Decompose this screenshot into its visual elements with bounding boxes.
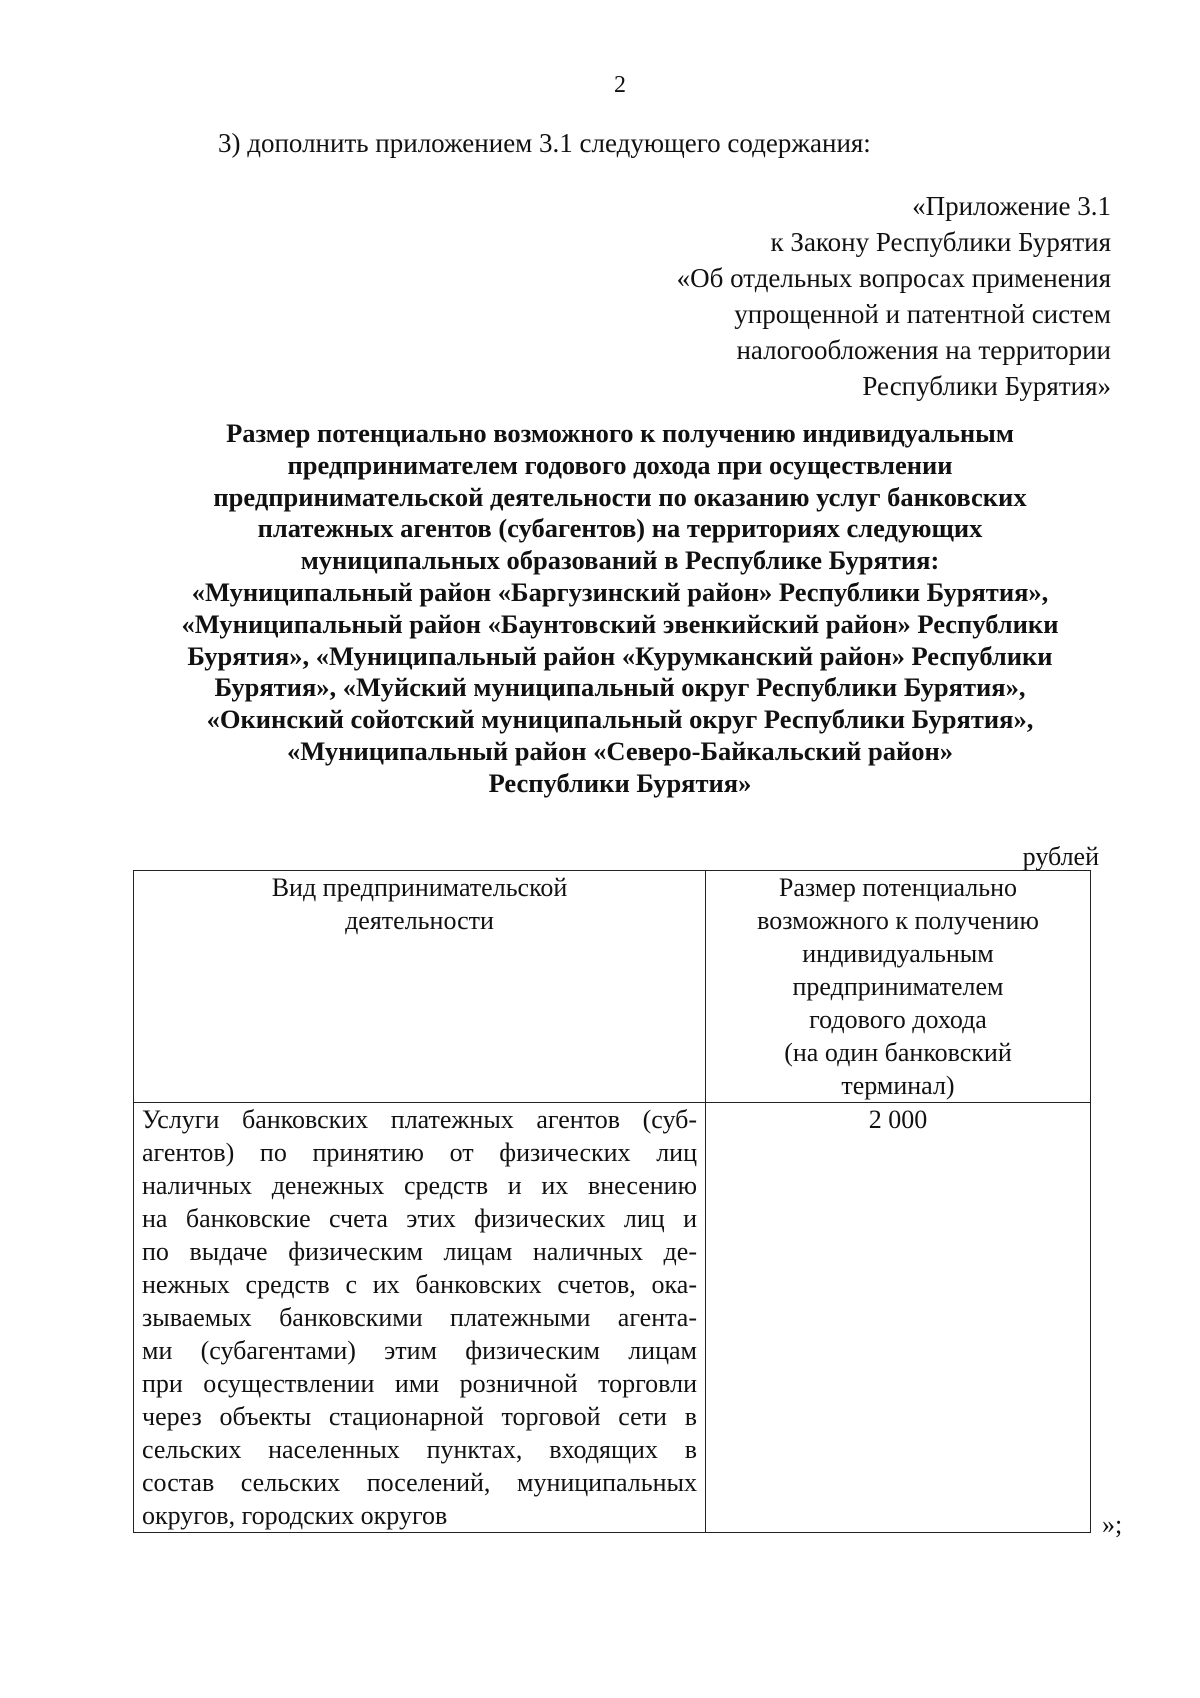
activity-description-cell [134, 1103, 706, 1533]
title-line: Размер потенциально возможного к получению индивидуальным [226, 418, 1014, 448]
income-table [133, 870, 1091, 1533]
appendix-ref-line: к Закону Республики Бурятия [770, 227, 1111, 257]
activity-line: через объекты стационарной торговой сети в [142, 1402, 697, 1431]
appendix-ref-line: «Приложение 3.1 [912, 191, 1111, 221]
header-line: предпринимателем [792, 972, 1004, 1001]
activity-line: агентов) по принятию от физических лиц [142, 1138, 697, 1167]
income-value-cell: 2 000 [706, 1103, 1091, 1533]
title-line: «Окинский сойотский муниципальный округ Республики Бурятия», [206, 704, 1034, 735]
title-line: «Муниципальный район «Баргузинский район» Республики Бурятия», [191, 576, 1049, 607]
title-line: Республики Бурятия» [488, 767, 752, 798]
header-line: Размер потенциально [778, 873, 1018, 902]
title-line: предпринимателем годового дохода при осуществлении [287, 449, 953, 480]
page-number: 2 [614, 72, 626, 98]
header-activity-type [134, 871, 706, 1103]
activity-line: ми (субагентами) этим физическим лицам [142, 1336, 697, 1365]
activity-line: по выдаче физическим лицам наличных де- [142, 1237, 697, 1266]
title-line: «Муниципальный район «Баунтовский эвенкийский район» Республики [181, 608, 1059, 639]
title-line: Бурятия», «Муйский муниципальный округ Республики Бурятия», [214, 672, 1026, 703]
activity-line: зываемых банковскими платежными агента- [142, 1303, 697, 1332]
unit-label: рублей [1022, 842, 1099, 871]
closing-quote: »; [1102, 1510, 1123, 1539]
activity-line: при осуществлении ими розничной торговли [142, 1369, 697, 1398]
document-title [130, 418, 1110, 800]
appendix-ref-line: «Об отдельных вопросах применения [676, 263, 1111, 293]
title-line: предпринимательской деятельности по оказанию услуг банковских [213, 481, 1027, 512]
activity-line: округов, городских округов [142, 1501, 448, 1530]
header-line: годового дохода [809, 1005, 987, 1034]
title-line: муниципальных образований в Республике Бурятия: [300, 545, 940, 576]
header-line: терминал) [841, 1071, 955, 1100]
intro-paragraph: 3) дополнить приложением 3.1 следующего содержания: [218, 128, 871, 158]
appendix-ref-line: Республики Бурятия» [862, 371, 1111, 401]
header-line: индивидуальным [802, 939, 994, 968]
appendix-ref-line: упрощенной и патентной систем [734, 299, 1111, 329]
activity-line: нежных средств с их банковских счетов, ока- [142, 1270, 697, 1299]
header-line: Вид предпринимательской [271, 873, 568, 902]
title-line: платежных агентов (субагентов) на территориях следующих [257, 513, 983, 544]
header-income-size [706, 871, 1091, 1103]
table-row [134, 1103, 1091, 1533]
activity-line: наличных денежных средств и их внесению [142, 1171, 697, 1200]
appendix-ref-line: налогообложения на территории [736, 335, 1111, 365]
activity-line: сельских населенных пунктах, входящих в [142, 1435, 697, 1464]
title-line: «Муниципальный район «Северо-Байкальский район» [287, 735, 953, 766]
header-line: деятельности [345, 906, 494, 935]
header-line: возможного к получению [757, 906, 1039, 935]
header-line: (на один банковский [784, 1038, 1012, 1067]
table-header-row [134, 871, 1091, 1103]
title-line: Бурятия», «Муниципальный район «Курумканский район» Республики [187, 640, 1053, 671]
activity-line: состав сельских поселений, муниципальных [142, 1468, 697, 1497]
appendix-reference [677, 188, 1111, 404]
activity-line: на банковские счета этих физических лиц и [142, 1204, 697, 1233]
activity-line: Услуги банковских платежных агентов (суб- [142, 1105, 697, 1134]
